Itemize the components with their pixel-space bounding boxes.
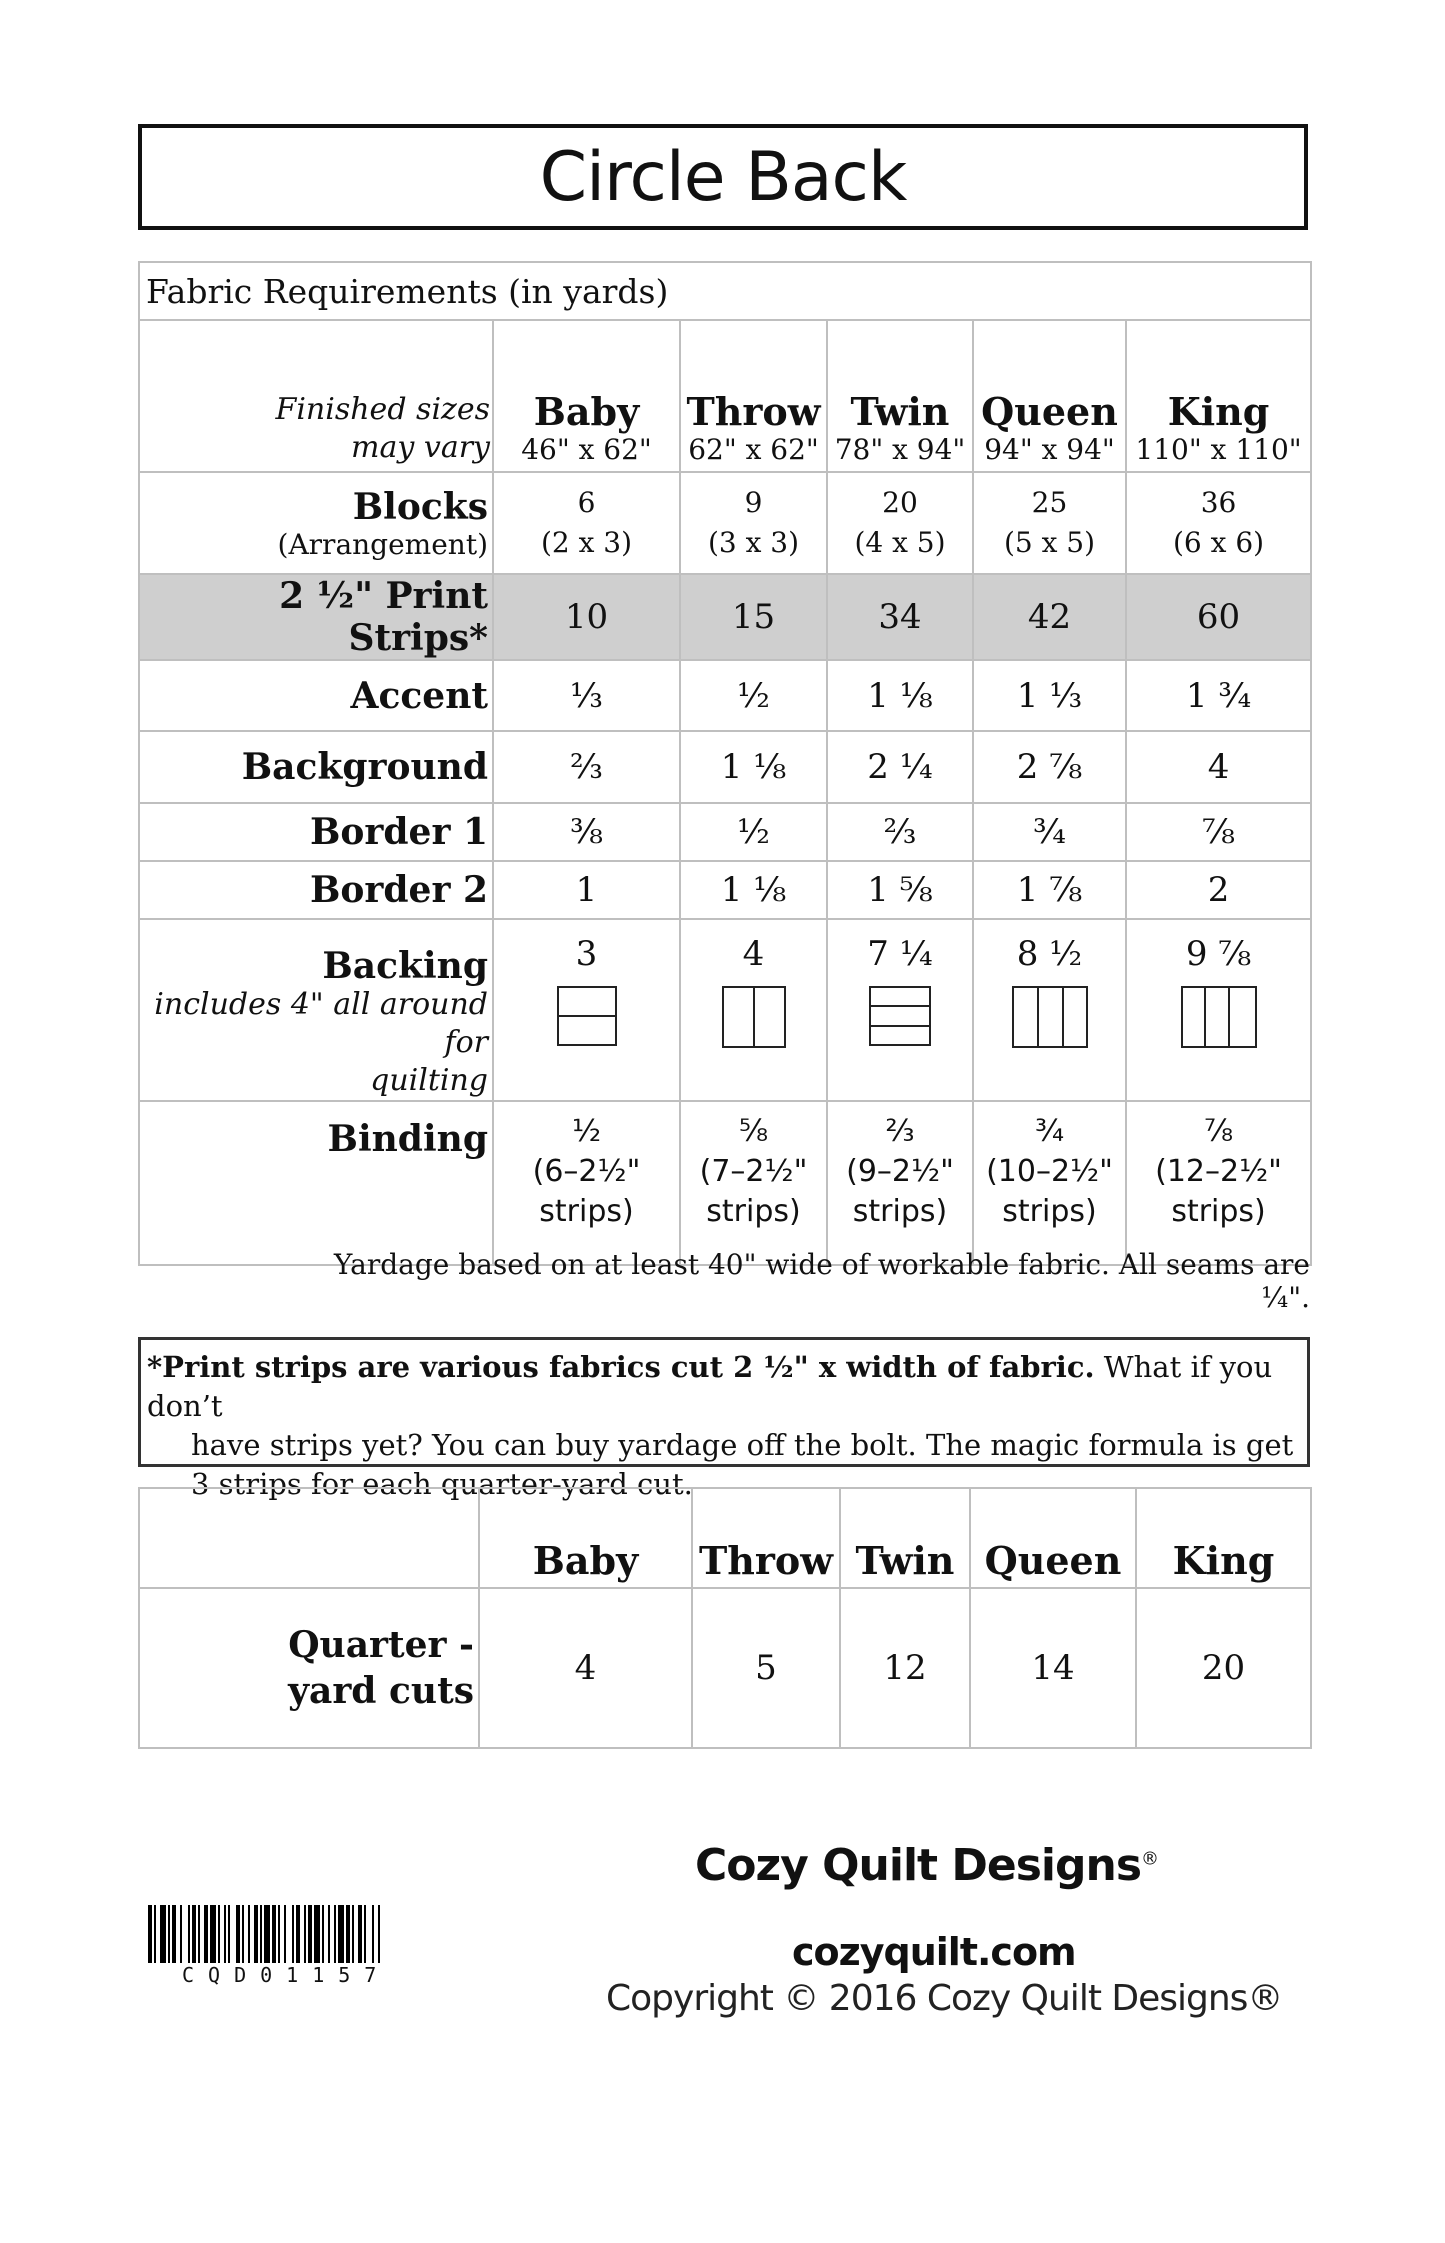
table-cell: 25 (5 x 5) <box>973 472 1126 574</box>
table-cell: 8 ½ <box>973 919 1126 1101</box>
size-twin: Twin 78" x 94" <box>827 320 973 472</box>
table-cell: 12 <box>840 1588 970 1748</box>
table-cell: ½ <box>680 660 827 731</box>
table-cell: 7 ¼ <box>827 919 973 1101</box>
table-cell: 2 ¼ <box>827 731 973 803</box>
row-label-border-1: Border 1 <box>139 803 493 861</box>
copyright: Copyright © 2016 Cozy Quilt Designs® <box>606 1978 1283 2019</box>
website: cozyquilt.com <box>792 1930 1076 1974</box>
page-title: Circle Back <box>539 137 907 217</box>
title-box <box>138 124 1308 230</box>
table-cell: ⅔ <box>827 803 973 861</box>
table-row <box>139 574 1311 660</box>
backing-layout-2-vertical-icon <box>722 986 786 1048</box>
table-row <box>139 472 1311 574</box>
table-row <box>139 1588 1311 1748</box>
table-cell: 20 (4 x 5) <box>827 472 973 574</box>
table-cell: 1 ⅓ <box>973 660 1126 731</box>
table-row <box>139 1101 1311 1265</box>
table-cell: 6 (2 x 3) <box>493 472 680 574</box>
table-cell: ½ (6–2½" strips) <box>493 1101 680 1265</box>
backing-layout-3-vertical-icon <box>1181 986 1257 1048</box>
size-twin: Twin <box>840 1488 970 1588</box>
table-row <box>139 919 1311 1101</box>
table-cell: 4 <box>1126 731 1311 803</box>
backing-layout-3-vertical-icon <box>1012 986 1088 1048</box>
table-cell: 3 <box>493 919 680 1101</box>
row-label-binding: Binding <box>139 1101 493 1265</box>
table-cell: 4 <box>680 919 827 1101</box>
size-throw: Throw 62" x 62" <box>680 320 827 472</box>
row-label-blocks: Blocks (Arrangement) <box>139 472 493 574</box>
size-baby: Baby <box>479 1488 692 1588</box>
table-cell: 42 <box>973 574 1126 660</box>
table-cell: ⅓ <box>493 660 680 731</box>
print-strips-note-bold: *Print strips are various fabrics cut 2 ½" x width of fabric. <box>147 1350 1095 1384</box>
table-caption: Fabric Requirements (in yards) <box>139 262 1311 320</box>
table-cell: 1 <box>493 861 680 919</box>
size-queen: Queen 94" x 94" <box>973 320 1126 472</box>
table-cell: 9 ⅞ <box>1126 919 1311 1101</box>
quarter-yard-table <box>138 1487 1312 1749</box>
brand-name: Cozy Quilt Designs <box>695 1840 1142 1891</box>
row-label-accent: Accent <box>139 660 493 731</box>
table-cell: 60 <box>1126 574 1311 660</box>
table-cell: 2 ⅞ <box>973 731 1126 803</box>
table-cell: ¾ <box>973 803 1126 861</box>
row-label-backing: Backing includes 4" all around for quilting <box>139 919 493 1101</box>
table-cell: ⅜ <box>493 803 680 861</box>
barcode <box>148 1905 500 1963</box>
header-note: Finished sizes may vary <box>139 320 493 472</box>
table-cell: 9 (3 x 3) <box>680 472 827 574</box>
table-row <box>139 731 1311 803</box>
print-strips-note-box <box>138 1337 1310 1501</box>
table-cell: 5 <box>692 1588 840 1748</box>
size-king: King 110" x 110" <box>1126 320 1311 472</box>
row-label-print-strips: 2 ½" Print Strips* <box>139 574 493 660</box>
print-strips-note-rest: have strips yet? You can buy yardage off the bolt. The magic formula is get 3 strips for each quarter-yard cut. <box>191 1428 1294 1501</box>
table-cell: 4 <box>479 1588 692 1748</box>
row-label-background: Background <box>139 731 493 803</box>
size-throw: Throw <box>692 1488 840 1588</box>
brand-logo <box>695 1840 1158 1891</box>
table-cell: ½ <box>680 803 827 861</box>
table-cell: 15 <box>680 574 827 660</box>
table-cell: 34 <box>827 574 973 660</box>
table-cell: 1 ⅝ <box>827 861 973 919</box>
table-cell: 1 ⅛ <box>827 660 973 731</box>
table-row <box>139 861 1311 919</box>
size-king: King <box>1136 1488 1311 1588</box>
row-label-quarter-yard-cuts: Quarter - yard cuts <box>139 1588 479 1748</box>
table-row <box>139 803 1311 861</box>
table-cell: 1 ¾ <box>1126 660 1311 731</box>
size-baby: Baby 46" x 62" <box>493 320 680 472</box>
table-cell: 1 ⅞ <box>973 861 1126 919</box>
table-cell: ⅝ (7–2½" strips) <box>680 1101 827 1265</box>
table-cell: ⅔ (9–2½" strips) <box>827 1101 973 1265</box>
table-cell: 1 ⅛ <box>680 861 827 919</box>
yardage-note: Yardage based on at least 40" wide of workable fabric. All seams are ¼". <box>333 1248 1310 1314</box>
table-cell: ⅞ (12–2½" strips) <box>1126 1101 1311 1265</box>
backing-layout-3-horizontal-icon <box>869 986 931 1046</box>
table-cell: ⅔ <box>493 731 680 803</box>
table-cell: 2 <box>1126 861 1311 919</box>
table-cell: 20 <box>1136 1588 1311 1748</box>
table-cell: ¾ (10–2½" strips) <box>973 1101 1126 1265</box>
registered-mark: ® <box>1141 1848 1159 1870</box>
barcode-text: CQD01157 <box>182 1963 391 1987</box>
blank-header-cell <box>139 1488 479 1588</box>
backing-layout-2-horizontal-icon <box>557 986 617 1046</box>
print-strips-note-first: What if you don’t <box>147 1350 1273 1423</box>
row-label-border-2: Border 2 <box>139 861 493 919</box>
size-queen: Queen <box>970 1488 1136 1588</box>
table-cell: 14 <box>970 1588 1136 1748</box>
fabric-requirements-table <box>138 261 1312 1266</box>
table-cell: ⅞ <box>1126 803 1311 861</box>
table-cell: 36 (6 x 6) <box>1126 472 1311 574</box>
table-cell: 10 <box>493 574 680 660</box>
table-cell: 1 ⅛ <box>680 731 827 803</box>
table-row <box>139 660 1311 731</box>
